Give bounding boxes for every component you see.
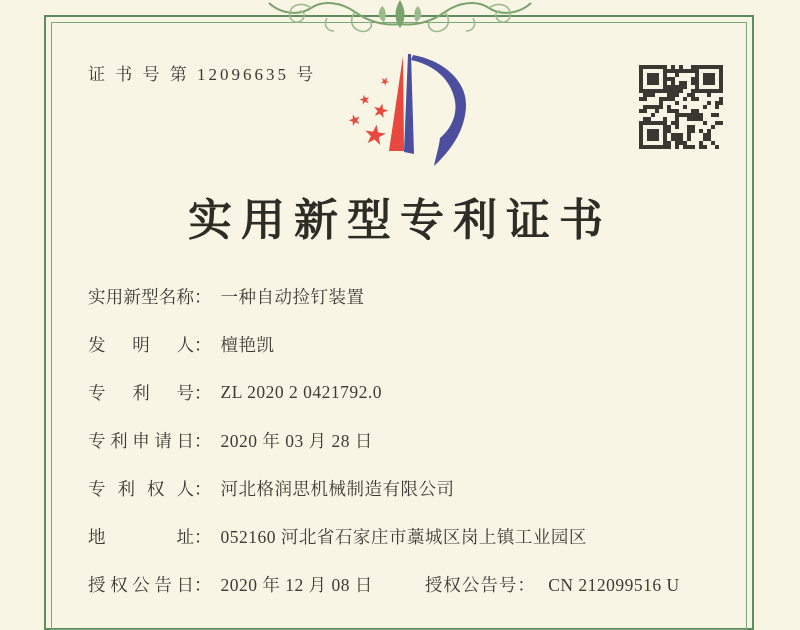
field-patent-number: [88, 368, 740, 416]
field-label: 授权公告日: [88, 574, 194, 595]
cnipa-patent-logo: [336, 50, 476, 170]
field-label: 地址: [88, 526, 194, 547]
field-grant-number: [425, 572, 680, 597]
field-colon: ：: [194, 286, 212, 307]
field-colon: ：: [194, 574, 212, 595]
star-icon: ★: [377, 73, 393, 90]
field-label: 发明人: [88, 334, 194, 355]
field-patentee: [88, 464, 740, 512]
certificate-fields: [88, 272, 740, 608]
field-inventor: [88, 320, 740, 368]
certificate-number: 证 书 号 第 12096635 号: [88, 65, 317, 84]
field-application-date: [88, 416, 740, 464]
field-grant-row: [88, 560, 740, 608]
field-colon: ：: [194, 478, 212, 499]
field-colon: ：: [194, 526, 212, 547]
field-value: 2020 年 03 月 28 日: [220, 430, 373, 451]
field-colon: ：: [194, 334, 212, 355]
field-value: 052160 河北省石家庄市藁城区岗上镇工业园区: [220, 526, 587, 547]
star-icon: ★: [369, 98, 392, 124]
certificate-title: 实用新型专利证书: [188, 196, 612, 245]
field-label: 专利权人: [88, 478, 194, 499]
field-label: 实用新型名称: [88, 286, 194, 307]
field-label: 专利号: [88, 382, 194, 403]
qr-code: [634, 60, 728, 154]
floral-flourish-ornament: [265, 0, 535, 34]
field-label: 专利申请日: [88, 430, 194, 451]
field-colon: ：: [194, 382, 212, 403]
field-value: 河北格润思机械制造有限公司: [220, 478, 455, 499]
star-icon: ★: [360, 118, 390, 153]
field-colon: ：: [194, 430, 212, 451]
field-value: CN 212099516 U: [548, 574, 680, 595]
star-icon: ★: [345, 109, 364, 131]
star-icon: ★: [357, 91, 373, 110]
field-value: 一种自动捡钉装置: [220, 286, 365, 307]
field-value: ZL 2020 2 0421792.0: [220, 381, 382, 402]
field-value: 2020 年 12 月 08 日: [220, 574, 373, 595]
field-address: [88, 512, 740, 560]
field-colon: ：: [517, 574, 535, 595]
field-value: 檀艳凯: [220, 334, 275, 355]
field-utility-model-name: [88, 272, 740, 320]
field-label: 授权公告号: [424, 574, 518, 595]
